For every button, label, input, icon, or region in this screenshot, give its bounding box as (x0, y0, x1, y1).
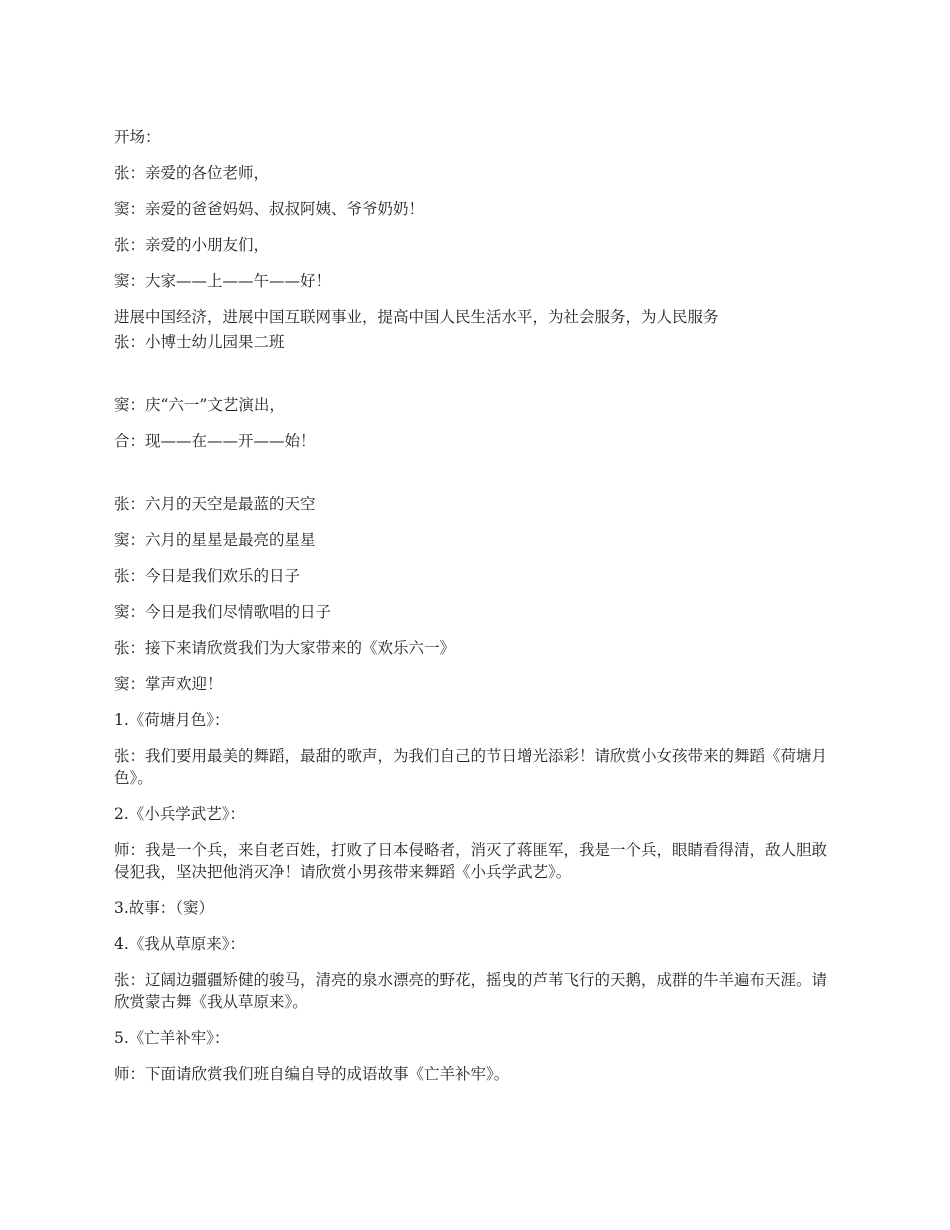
program-item-heading: 4.《我从草原来》： (114, 935, 246, 953)
dialogue-paragraph: 师：我是一个兵，来自老百姓，打败了日本侵略者，消灭了蒋匪军，我是一个兵，眼睛看得清，敌人胆敢侵犯我，坚决把他消灭净！请欣赏小男孩带来舞蹈《小兵学武艺》。 (114, 841, 828, 881)
document-body (114, 126, 840, 1085)
dialogue-paragraph: 张：我们要用最美的舞蹈，最甜的歌声，为我们自己的节日增光添彩！请欣赏小女孩带来的舞蹈《荷塘月色》。 (114, 747, 828, 787)
dialogue-line: 张：小博士幼儿园果二班 (114, 333, 285, 351)
program-item-heading: 5.《亡羊补牢》： (114, 1029, 230, 1047)
program-item-heading: 1.《荷塘月色》： (114, 711, 230, 729)
dialogue-line: 窦：六月的星星是最亮的星星 (114, 531, 316, 549)
dialogue-line: 张：接下来请欣赏我们为大家带来的《欢乐六一》 (114, 639, 456, 657)
dialogue-line: 窦：庆“六一”文艺演出， (114, 396, 285, 414)
program-item-heading: 2.《小兵学武艺》： (114, 805, 246, 823)
dialogue-line: 张：今日是我们欢乐的日子 (114, 567, 301, 585)
dialogue-line: 合：现——在——开——始！ (114, 432, 316, 450)
dialogue-line: 师：下面请欣赏我们班自编自导的成语故事《亡羊补牢》。 (114, 1065, 510, 1083)
dialogue-line: 张：亲爱的小朋友们， (114, 236, 270, 254)
dialogue-paragraph: 张：辽阔边疆疆矫健的骏马，清亮的泉水漂亮的野花，摇曳的芦苇飞行的天鹅，成群的牛羊遍布天涯。请欣赏蒙古舞《我从草原来》。 (114, 971, 828, 1011)
program-item-heading: 3.故事：（窦） (114, 899, 215, 917)
slogan-line: 进展中国经济，进展中国互联网事业，提高中国人民生活水平，为社会服务，为人民服务 (114, 308, 719, 326)
dialogue-line: 张：六月的天空是最蓝的天空 (114, 495, 316, 513)
dialogue-line: 窦：大家——上——午——好！ (114, 272, 332, 290)
dialogue-line: 窦：亲爱的爸爸妈妈、叔叔阿姨、爷爷奶奶！ (114, 200, 425, 218)
dialogue-line: 窦：今日是我们尽情歌唱的日子 (114, 603, 332, 621)
dialogue-line: 窦：掌声欢迎！ (114, 675, 223, 693)
dialogue-line: 张：亲爱的各位老师， (114, 164, 270, 182)
section-heading-opening: 开场： (114, 128, 161, 146)
